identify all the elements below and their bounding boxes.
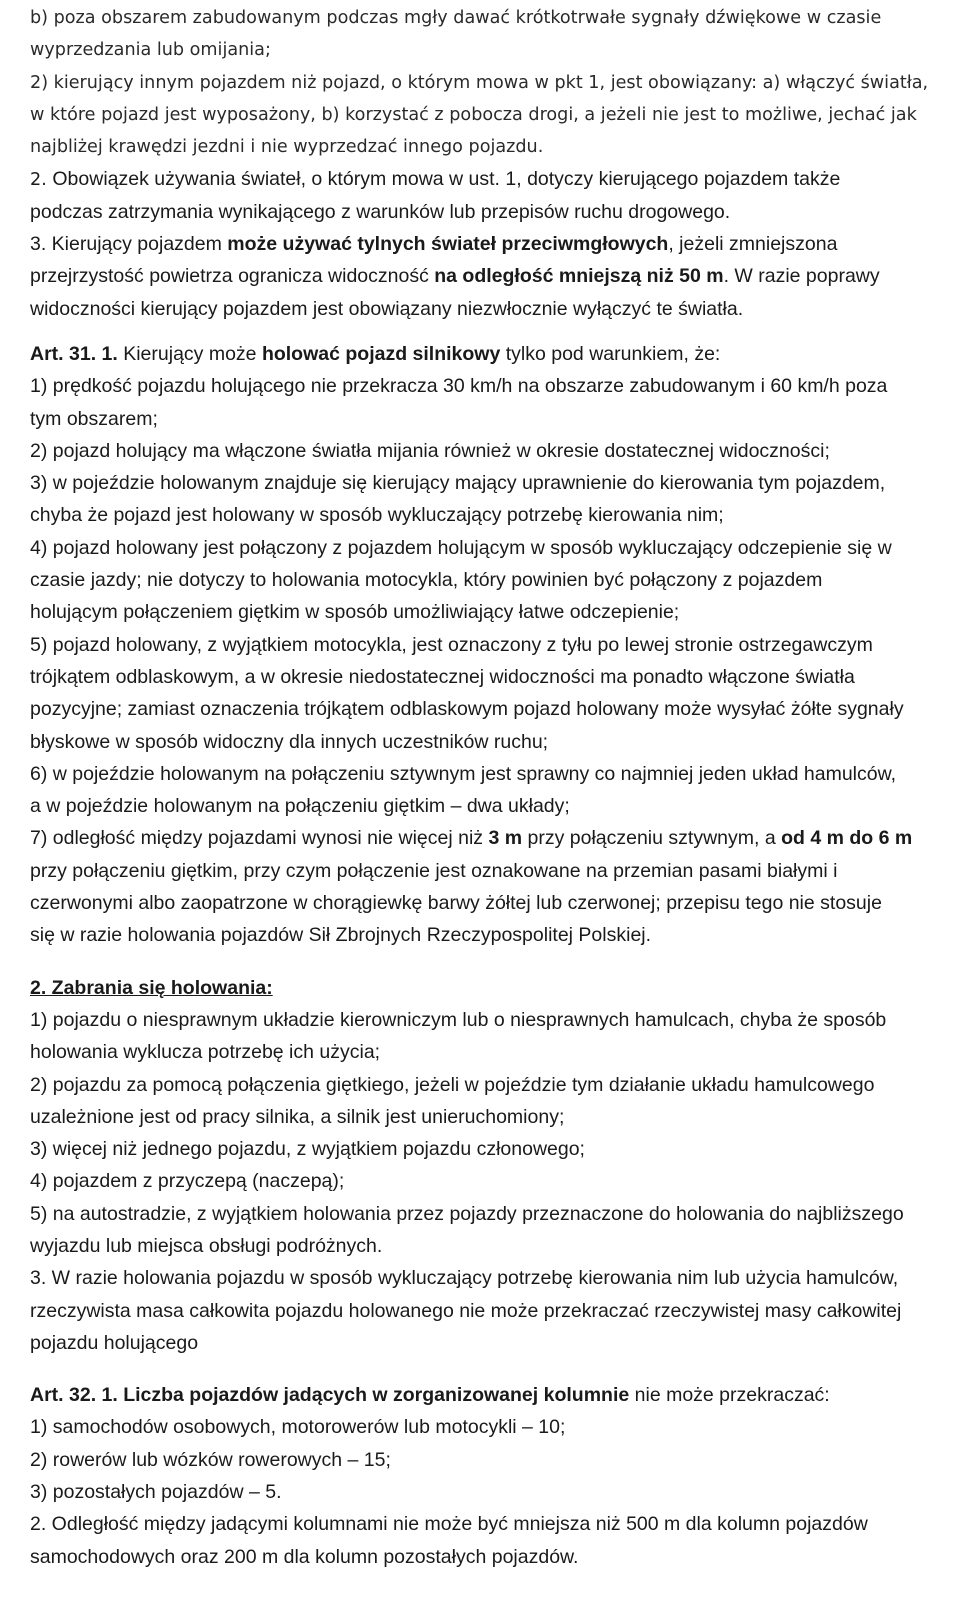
text-segment: 3) pozostałych pojazdów – 5. [30,1481,282,1504]
text-segment: 5) na autostradzie, z wyjątkiem holowania przez pojazdy przeznaczone do holowania do najbliższego [30,1202,904,1225]
text-segment: błyskowe w sposób widoczny dla innych uczestników ruchu; [30,730,549,753]
text-line [30,1295,950,1327]
text-line [30,1004,950,1036]
bold-text: na odległość mniejszą niż 50 m [434,265,724,288]
text-line [30,2,950,34]
text-line [30,919,950,951]
text-segment: 2. Odległość między jadącymi kolumnami nie może być mniejsza niż 500 m dla kolumn pojazdów [30,1513,868,1536]
text-segment: holowania wyklucza potrzebę ich użycia; [30,1041,381,1064]
text-line [30,1262,950,1294]
text-segment: czasie jazdy; nie dotyczy to holowania motocykla, który powinien być połączony z pojazdem [30,569,823,592]
text-line [30,1198,950,1230]
text-line [30,67,950,99]
bold-text: od 4 m do 6 m [781,827,913,850]
text-segment: 2. [30,170,53,191]
text-line [30,131,950,163]
text-line [30,1508,950,1540]
text-line [30,338,950,370]
text-line [30,403,950,435]
text-line [30,822,950,854]
text-segment: 1) pojazdu o niesprawnym układzie kierowniczym lub o niesprawnych hamulcach, chyba że sposób [30,1008,887,1031]
bold-text: może używać tylnych świateł przeciwmgłowych [227,233,669,256]
text-segment: 1) prędkość pojazdu holującego nie przekracza 30 km/h na obszarze zabudowanym i 60 km/h poza [30,375,888,398]
bold-text: Art. 31. 1. [30,342,118,365]
text-segment: tylko pod warunkiem, że: [500,342,721,365]
text-segment: wyjazdu lub miejsca obsługi podróżnych. [30,1234,383,1257]
text-segment: 2) pojazdu za pomocą połączenia giętkiego, jeżeli w pojeździe tym działanie układu hamulcowego [30,1073,875,1096]
text-segment: 4) pojazd holowany jest połączony z pojazdem holującym w sposób wykluczający odczepienie się w [30,536,892,559]
text-line [30,1411,950,1443]
text-segment: uzależnione jest od pracy silnika, a silnik jest unieruchomiony; [30,1105,565,1128]
text-segment: widoczności kierujący pojazdem jest obowiązany niezwłocznie wyłączyć te światła. [30,297,744,320]
text-line [30,467,950,499]
text-segment: Obowiązek używania świateł, o którym mowa w ust. 1, dotyczy kierującego pojazdem także [52,168,841,191]
text-line [30,370,950,402]
text-segment: w które pojazd jest wyposażony, b) korzystać z pobocza drogi, a jeżeli nie jest to możliwe, jechać jak [30,104,917,125]
text-line [30,1036,950,1068]
text-line [30,196,950,228]
text-segment: 2) pojazd holujący ma włączone światła mijania również w okresie dostatecznej widoczności; [30,439,830,462]
text-segment: 3. Kierujący pojazdem [30,233,228,256]
text-line [30,564,950,596]
text-segment: trójkątem odblaskowym, a w okresie niedostatecznej widoczności ma ponadto włączone światła [30,665,855,688]
text-segment: 2) rowerów lub wózków rowerowych – 15; [30,1448,391,1471]
text-line [30,1133,950,1165]
text-line [30,34,950,66]
text-segment: , jeżeli zmniejszona [668,233,838,256]
text-segment: 1) samochodów osobowych, motorowerów lub motocykli – 10; [30,1416,566,1439]
text-segment: b) poza obszarem zabudowanym podczas mgły dawać krótkotrwałe sygnały dźwiękowe w czasie [30,8,882,28]
text-line [30,629,950,661]
text-segment: pozycyjne; zamiast oznaczenia trójkątem odblaskowym pojazd holowany może wysyłać żółte sygnały [30,698,904,721]
text-line [30,693,950,725]
text-segment: pojazdu holującego [30,1331,199,1354]
text-line [30,260,950,292]
text-line [30,790,950,822]
text-line [30,1444,950,1476]
text-line [30,499,950,531]
text-segment: podczas zatrzymania wynikającego z warunków lub przepisów ruchu drogowego. [30,200,731,223]
text-line [30,1327,950,1359]
text-segment: 6) w pojeździe holowanym na połączeniu sztywnym jest sprawny co najmniej jeden układ hamulców, [30,762,897,785]
text-line [30,1069,950,1101]
text-segment: 4) pojazdem z przyczepą (naczepą); [30,1170,345,1193]
text-line [30,163,950,195]
text-segment: 2) kierujący innym pojazdem niż pojazd, o którym mowa w pkt 1, jest obowiązany: a) włączyć światła, [30,72,929,93]
text-line [30,887,950,919]
text-segment: tym obszarem; [30,407,158,430]
text-line [30,435,950,467]
text-segment: przy połączeniu sztywnym, a [522,827,782,850]
text-line [30,972,950,1004]
text-segment: chyba że pojazd jest holowany w sposób wykluczający potrzebę kierowania nim; [30,504,724,527]
text-segment: nie może przekraczać: [629,1384,830,1407]
text-line [30,293,950,325]
text-line [30,726,950,758]
bold-text: 3 m [488,827,523,850]
text-line [30,1101,950,1133]
text-line [30,855,950,887]
text-segment: się w razie holowania pojazdów Sił Zbrojnych Rzeczypospolitej Polskiej. [30,924,652,947]
text-line [30,99,950,131]
text-line [30,1230,950,1262]
text-line [30,596,950,628]
text-line [30,1165,950,1197]
bold-text: 2. Zabrania się holowania: [30,976,273,999]
text-line [30,1379,950,1411]
text-line [30,532,950,564]
bold-text: holować pojazd silnikowy [261,342,501,365]
text-segment: rzeczywista masa całkowita pojazdu holowanego nie może przekraczać rzeczywistej masy całkowitej [30,1299,902,1322]
text-segment: 3. W razie holowania pojazdu w sposób wykluczający potrzebę kierowania nim lub użycia hamulców, [30,1267,899,1290]
text-segment: czerwonymi albo zaopatrzone w chorągiewkę barwy żółtej lub czerwonej; przepisu tego nie stosuje [30,892,882,915]
text-line [30,1476,950,1508]
text-segment: przejrzystość powietrza ogranicza widoczność [30,265,435,288]
text-segment: holującym połączeniem giętkim w sposób umożliwiający łatwe odczepienie; [30,601,680,624]
text-segment: samochodowych oraz 200 m dla kolumn pozostałych pojazdów. [30,1545,579,1568]
text-segment: . W razie poprawy [723,265,880,288]
text-segment: Kierujący może [117,342,262,365]
text-segment: 3) w pojeździe holowanym znajduje się kierujący mający uprawnienie do kierowania tym pojazdem, [30,472,886,495]
text-line [30,758,950,790]
text-segment: najbliżej krawędzi jezdni i nie wyprzedzać innego pojazdu. [30,137,544,158]
text-segment: a w pojeździe holowanym na połączeniu giętkim – dwa układy; [30,795,570,818]
text-line [30,661,950,693]
text-segment: 5) pojazd holowany, z wyjątkiem motocykla, jest oznaczony z tyłu po lewej stronie ostrzegawczym [30,633,873,656]
text-segment: 3) więcej niż jednego pojazdu, z wyjątkiem pojazdu członowego; [30,1138,585,1161]
bold-text: Art. 32. 1. Liczba pojazdów jadących w zorganizowanej kolumnie [30,1384,630,1407]
text-segment: wyprzedzania lub omijania; [30,40,271,61]
text-line [30,1541,950,1573]
text-line [30,228,950,260]
text-segment: przy połączeniu giętkim, przy czym połączenie jest oznakowane na przemian pasami białymi i [30,859,838,882]
text-segment: 7) odległość między pojazdami wynosi nie więcej niż [30,827,489,850]
